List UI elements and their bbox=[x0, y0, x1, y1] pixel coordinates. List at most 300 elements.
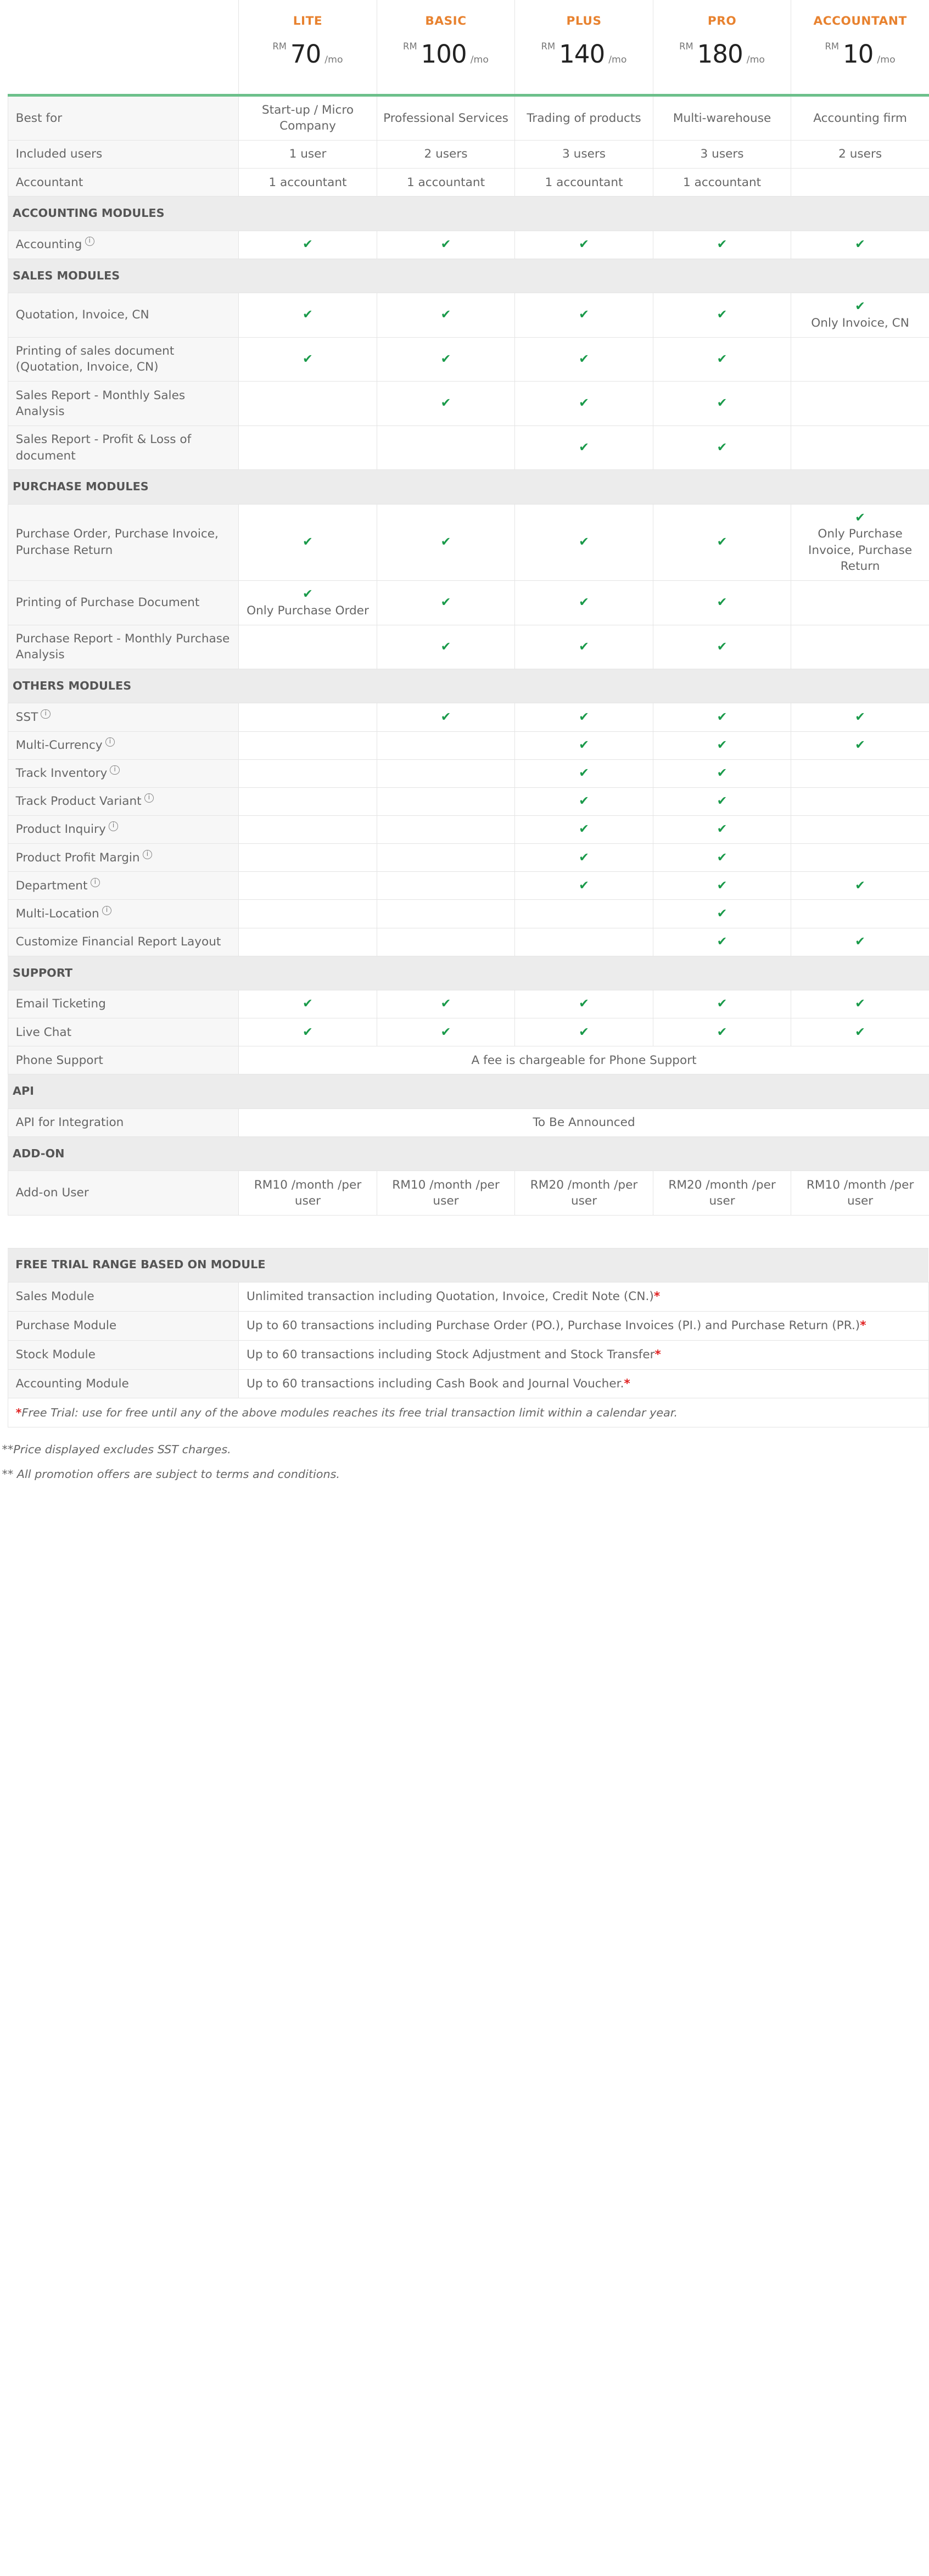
plan-header-accountant bbox=[791, 0, 929, 95]
feature-label bbox=[8, 425, 238, 470]
feature-label bbox=[8, 625, 238, 669]
check-icon: ✔ bbox=[303, 351, 313, 366]
check-icon: ✔ bbox=[579, 351, 589, 366]
section-title: PURCHASE MODULES bbox=[8, 470, 929, 504]
feature-label-text: Email Ticketing bbox=[15, 997, 106, 1011]
check-icon: ✔ bbox=[579, 595, 589, 610]
feature-value-pro bbox=[653, 844, 791, 872]
trial-footnote-text: Free Trial: use for free until any of the above modules reaches its free trial transaction limit within a calendar year. bbox=[21, 1405, 678, 1419]
feature-label bbox=[8, 169, 238, 197]
check-icon: ✔ bbox=[717, 1024, 727, 1039]
feature-row-purchase-order-purchase-invoice-purchase-return bbox=[8, 504, 929, 580]
feature-label bbox=[8, 844, 238, 872]
check-icon: ✔ bbox=[440, 307, 451, 322]
feature-span-value: A fee is chargeable for Phone Support bbox=[239, 1046, 929, 1074]
check-icon: ✔ bbox=[303, 237, 313, 252]
check-icon: ✔ bbox=[717, 766, 727, 781]
feature-label bbox=[8, 1108, 238, 1136]
feature-value-plus: 3 users bbox=[515, 141, 653, 169]
feature-value-pro bbox=[653, 787, 791, 815]
check-icon: ✔ bbox=[717, 850, 727, 865]
feature-label bbox=[8, 231, 238, 259]
check-icon: ✔ bbox=[440, 639, 451, 654]
feature-value-plus bbox=[515, 844, 653, 872]
feature-value-basic bbox=[377, 425, 515, 470]
feature-label-text: Product Inquiry bbox=[15, 822, 106, 837]
price-footnote: **Price displayed excludes SST charges. bbox=[2, 1443, 231, 1457]
feature-value-basic: 1 accountant bbox=[377, 169, 515, 197]
feature-value-accountant bbox=[791, 787, 929, 815]
feature-value-lite bbox=[239, 731, 377, 759]
check-icon: ✔ bbox=[579, 1024, 589, 1039]
feature-row-live-chat bbox=[8, 1018, 929, 1046]
plan-header-plus bbox=[515, 0, 653, 95]
feature-value-accountant bbox=[791, 759, 929, 787]
feature-label bbox=[8, 990, 238, 1018]
feature-value-basic bbox=[377, 759, 515, 787]
trial-description-text: Unlimited transaction including Quotation, Invoice, Credit Note (CN.) bbox=[247, 1289, 654, 1303]
feature-value-pro bbox=[653, 900, 791, 928]
feature-label-text: Track Product Variant bbox=[15, 794, 142, 809]
feature-value-plus bbox=[515, 703, 653, 731]
feature-label-text: Track Inventory bbox=[15, 766, 108, 781]
feature-span-value: To Be Announced bbox=[239, 1108, 929, 1136]
check-icon: ✔ bbox=[440, 996, 451, 1011]
check-icon: ✔ bbox=[303, 587, 313, 602]
feature-value-pro bbox=[653, 990, 791, 1018]
price-amount: 180 bbox=[697, 39, 743, 69]
feature-value-lite bbox=[239, 504, 377, 580]
feature-value-lite bbox=[239, 844, 377, 872]
feature-row-track-inventory bbox=[8, 759, 929, 787]
feature-label-text: Included users bbox=[15, 147, 103, 161]
feature-value-plus bbox=[515, 293, 653, 338]
check-icon: ✔ bbox=[717, 595, 727, 610]
free-trial-table bbox=[8, 1248, 929, 1428]
section-title: SUPPORT bbox=[8, 956, 929, 990]
trial-footnote bbox=[8, 1398, 928, 1427]
feature-label-text: Best for bbox=[15, 111, 63, 125]
asterisk-mark: * bbox=[654, 1347, 661, 1362]
feature-value-lite bbox=[239, 425, 377, 470]
feature-value-lite bbox=[239, 815, 377, 843]
feature-value-basic bbox=[377, 787, 515, 815]
feature-label-text: Department bbox=[15, 878, 88, 893]
feature-value-accountant bbox=[791, 900, 929, 928]
feature-row-email-ticketing bbox=[8, 990, 929, 1018]
feature-value-pro bbox=[653, 625, 791, 669]
check-icon: ✔ bbox=[717, 639, 727, 654]
info-icon[interactable]: i bbox=[105, 737, 115, 747]
check-icon: ✔ bbox=[579, 307, 589, 322]
feature-value-pro bbox=[653, 504, 791, 580]
price-amount: 10 bbox=[843, 39, 874, 69]
check-icon: ✔ bbox=[440, 709, 451, 724]
feature-row-track-product-variant bbox=[8, 787, 929, 815]
feature-label bbox=[8, 703, 238, 731]
plan-name: ACCOUNTANT bbox=[813, 14, 907, 28]
currency-label: RM bbox=[541, 41, 556, 52]
info-icon[interactable]: i bbox=[85, 237, 94, 246]
check-icon: ✔ bbox=[440, 595, 451, 610]
check-icon: ✔ bbox=[855, 996, 866, 1011]
check-icon: ✔ bbox=[717, 237, 727, 252]
check-icon: ✔ bbox=[579, 737, 589, 752]
feature-value-pro: 1 accountant bbox=[653, 169, 791, 197]
price-footnote: ** All promotion offers are subject to terms and conditions. bbox=[2, 1467, 340, 1481]
feature-value-lite bbox=[239, 382, 377, 426]
section-title: ACCOUNTING MODULES bbox=[8, 197, 929, 231]
plan-price bbox=[515, 40, 653, 69]
trial-section-row bbox=[8, 1248, 928, 1282]
feature-value-pro bbox=[653, 293, 791, 338]
check-icon: ✔ bbox=[717, 440, 727, 455]
section-row-sales-modules bbox=[8, 259, 929, 293]
trial-footnote-row bbox=[8, 1398, 928, 1427]
feature-value-basic: 2 users bbox=[377, 141, 515, 169]
check-icon: ✔ bbox=[855, 1024, 866, 1039]
feature-value-plus: 1 accountant bbox=[515, 169, 653, 197]
check-icon: ✔ bbox=[855, 878, 866, 893]
feature-value-pro bbox=[653, 815, 791, 843]
plan-name: LITE bbox=[293, 14, 323, 28]
feature-value-lite: Start-up / Micro Company bbox=[239, 95, 377, 141]
feature-value-accountant bbox=[791, 731, 929, 759]
trial-module-description bbox=[239, 1369, 929, 1398]
feature-value-accountant bbox=[791, 169, 929, 197]
feature-value-accountant bbox=[791, 1018, 929, 1046]
feature-label bbox=[8, 382, 238, 426]
trial-row-accounting-module bbox=[8, 1369, 928, 1398]
feature-value-basic bbox=[377, 928, 515, 956]
feature-value-pro bbox=[653, 703, 791, 731]
section-row-others-modules bbox=[8, 669, 929, 703]
feature-value-pro: RM20 /month /per user bbox=[653, 1171, 791, 1216]
feature-label bbox=[8, 141, 238, 169]
feature-value-accountant bbox=[791, 231, 929, 259]
feature-label-text: Sales Report - Monthly Sales Analysis bbox=[15, 388, 186, 418]
feature-label bbox=[8, 580, 238, 625]
feature-value-accountant bbox=[791, 625, 929, 669]
feature-value-plus bbox=[515, 580, 653, 625]
currency-label: RM bbox=[272, 41, 287, 52]
check-icon: ✔ bbox=[855, 737, 866, 752]
feature-label bbox=[8, 731, 238, 759]
header-corner-cell bbox=[8, 0, 238, 95]
feature-label bbox=[8, 872, 238, 900]
feature-value-basic bbox=[377, 504, 515, 580]
currency-label: RM bbox=[679, 41, 693, 52]
feature-row-api-for-integration bbox=[8, 1108, 929, 1136]
feature-note: Only Purchase Invoice, Purchase Return bbox=[808, 527, 913, 574]
feature-value-lite bbox=[239, 900, 377, 928]
info-icon[interactable]: i bbox=[102, 906, 111, 915]
feature-value-lite bbox=[239, 703, 377, 731]
price-period: /mo bbox=[324, 54, 343, 65]
feature-value-accountant: Accounting firm bbox=[791, 95, 929, 141]
check-icon: ✔ bbox=[855, 510, 866, 525]
feature-value-lite bbox=[239, 759, 377, 787]
feature-label-text: Add-on User bbox=[15, 1186, 89, 1200]
currency-label: RM bbox=[825, 41, 840, 52]
check-icon: ✔ bbox=[717, 737, 727, 752]
check-icon: ✔ bbox=[717, 794, 727, 809]
plan-price bbox=[653, 40, 791, 69]
feature-value-pro bbox=[653, 337, 791, 382]
feature-value-accountant: RM10 /month /per user bbox=[791, 1171, 929, 1216]
feature-value-pro bbox=[653, 928, 791, 956]
info-icon[interactable]: i bbox=[91, 878, 100, 887]
feature-note: Only Purchase Order bbox=[247, 603, 369, 618]
check-icon: ✔ bbox=[579, 766, 589, 781]
check-icon: ✔ bbox=[440, 237, 451, 252]
feature-row-multi-currency bbox=[8, 731, 929, 759]
feature-label-text: Product Profit Margin bbox=[15, 850, 140, 865]
section-row-support bbox=[8, 956, 929, 990]
feature-value-plus bbox=[515, 504, 653, 580]
check-icon: ✔ bbox=[579, 440, 589, 455]
feature-row-best-for bbox=[8, 95, 929, 141]
feature-value-lite bbox=[239, 787, 377, 815]
feature-row-purchase-report-monthly-purchase-analysis bbox=[8, 625, 929, 669]
check-icon: ✔ bbox=[440, 351, 451, 366]
feature-row-quotation-invoice-cn bbox=[8, 293, 929, 338]
plan-header-basic bbox=[377, 0, 515, 95]
section-title: OTHERS MODULES bbox=[8, 669, 929, 703]
feature-value-plus: Trading of products bbox=[515, 95, 653, 141]
plan-price bbox=[239, 40, 377, 69]
feature-label-text: Printing of Purchase Document bbox=[15, 596, 200, 610]
trial-module-description bbox=[239, 1311, 929, 1340]
feature-value-basic bbox=[377, 872, 515, 900]
check-icon: ✔ bbox=[303, 1024, 313, 1039]
feature-label-text: Sales Report - Profit & Loss of document bbox=[15, 433, 192, 463]
trial-module-label: Sales Module bbox=[8, 1282, 238, 1311]
plan-price bbox=[791, 40, 929, 69]
price-period: /mo bbox=[877, 54, 896, 65]
price-period: /mo bbox=[608, 54, 627, 65]
feature-label bbox=[8, 787, 238, 815]
feature-value-plus bbox=[515, 1018, 653, 1046]
feature-value-plus bbox=[515, 787, 653, 815]
feature-value-basic bbox=[377, 703, 515, 731]
check-icon: ✔ bbox=[303, 535, 313, 550]
check-icon: ✔ bbox=[579, 878, 589, 893]
feature-row-sales-report-monthly-sales-analysis bbox=[8, 382, 929, 426]
feature-row-customize-financial-report-layout bbox=[8, 928, 929, 956]
check-icon: ✔ bbox=[579, 822, 589, 837]
check-icon: ✔ bbox=[717, 307, 727, 322]
price-period: /mo bbox=[470, 54, 489, 65]
feature-label-text: Customize Financial Report Layout bbox=[15, 934, 221, 949]
feature-value-lite bbox=[239, 625, 377, 669]
feature-value-pro bbox=[653, 231, 791, 259]
feature-label-text: Phone Support bbox=[15, 1053, 103, 1067]
feature-value-pro: Multi-warehouse bbox=[653, 95, 791, 141]
plan-header-pro bbox=[653, 0, 791, 95]
feature-value-accountant bbox=[791, 990, 929, 1018]
check-icon: ✔ bbox=[579, 237, 589, 252]
feature-label bbox=[8, 815, 238, 843]
feature-value-lite: RM10 /month /per user bbox=[239, 1171, 377, 1216]
feature-label bbox=[8, 759, 238, 787]
feature-label bbox=[8, 900, 238, 928]
feature-value-basic bbox=[377, 731, 515, 759]
feature-value-lite bbox=[239, 928, 377, 956]
trial-row-purchase-module bbox=[8, 1311, 928, 1340]
check-icon: ✔ bbox=[855, 709, 866, 724]
feature-row-add-on-user bbox=[8, 1171, 929, 1216]
feature-row-sales-report-profit-loss-of-document bbox=[8, 425, 929, 470]
feature-value-plus bbox=[515, 759, 653, 787]
feature-value-accountant bbox=[791, 928, 929, 956]
feature-value-accountant bbox=[791, 293, 929, 338]
feature-value-plus bbox=[515, 425, 653, 470]
feature-row-sst bbox=[8, 703, 929, 731]
feature-value-accountant bbox=[791, 425, 929, 470]
feature-value-plus bbox=[515, 900, 653, 928]
check-icon: ✔ bbox=[717, 351, 727, 366]
asterisk-mark: * bbox=[860, 1318, 866, 1332]
feature-value-basic bbox=[377, 382, 515, 426]
check-icon: ✔ bbox=[717, 709, 727, 724]
feature-row-product-inquiry bbox=[8, 815, 929, 843]
feature-label-text: Printing of sales document (Quotation, Invoice, CN) bbox=[15, 344, 175, 374]
feature-value-basic bbox=[377, 990, 515, 1018]
plan-name: PRO bbox=[707, 14, 737, 28]
feature-value-pro bbox=[653, 382, 791, 426]
section-row-add-on bbox=[8, 1136, 929, 1171]
info-icon[interactable]: i bbox=[110, 765, 119, 775]
check-icon: ✔ bbox=[855, 934, 866, 949]
trial-module-description bbox=[239, 1282, 929, 1311]
check-icon: ✔ bbox=[855, 299, 866, 314]
asterisk-mark: * bbox=[624, 1376, 630, 1391]
feature-value-basic bbox=[377, 844, 515, 872]
feature-value-plus bbox=[515, 928, 653, 956]
feature-value-pro bbox=[653, 425, 791, 470]
trial-description-text: Up to 60 transactions including Purchase Order (PO.), Purchase Invoices (PI.) and Purchase Return (PR.) bbox=[247, 1318, 860, 1332]
trial-row-stock-module bbox=[8, 1340, 928, 1369]
plan-name: BASIC bbox=[425, 14, 467, 28]
feature-row-phone-support bbox=[8, 1046, 929, 1074]
check-icon: ✔ bbox=[440, 1024, 451, 1039]
feature-label-text: Multi-Currency bbox=[15, 738, 103, 752]
feature-value-pro bbox=[653, 1018, 791, 1046]
pricing-body bbox=[8, 95, 929, 1215]
feature-row-multi-location bbox=[8, 900, 929, 928]
feature-value-pro bbox=[653, 759, 791, 787]
check-icon: ✔ bbox=[855, 237, 866, 252]
price-amount: 70 bbox=[290, 39, 321, 69]
feature-label-text: Multi-Location bbox=[15, 906, 99, 921]
feature-value-plus bbox=[515, 872, 653, 900]
feature-value-lite: 1 accountant bbox=[239, 169, 377, 197]
feature-label-text: Accountant bbox=[15, 175, 83, 189]
asterisk-mark: * bbox=[15, 1405, 22, 1419]
trial-module-label: Purchase Module bbox=[8, 1311, 238, 1340]
section-title: SALES MODULES bbox=[8, 259, 929, 293]
check-icon: ✔ bbox=[717, 878, 727, 893]
plan-header-row bbox=[8, 0, 929, 95]
check-icon: ✔ bbox=[579, 396, 589, 411]
pricing-comparison-table bbox=[8, 0, 929, 1216]
feature-value-plus bbox=[515, 990, 653, 1018]
feature-label-text: Accounting bbox=[15, 238, 82, 252]
feature-value-basic bbox=[377, 293, 515, 338]
feature-value-basic bbox=[377, 815, 515, 843]
trial-module-label: Stock Module bbox=[8, 1340, 238, 1369]
check-icon: ✔ bbox=[440, 396, 451, 411]
trial-title: FREE TRIAL RANGE BASED ON MODULE bbox=[8, 1248, 928, 1282]
feature-label-text: Purchase Order, Purchase Invoice, Purchase Return bbox=[15, 527, 219, 557]
price-period: /mo bbox=[746, 54, 765, 65]
info-icon[interactable]: i bbox=[143, 850, 152, 859]
feature-label bbox=[8, 1171, 238, 1216]
info-icon[interactable]: i bbox=[109, 821, 118, 831]
feature-label bbox=[8, 1018, 238, 1046]
feature-value-lite bbox=[239, 293, 377, 338]
feature-value-basic bbox=[377, 580, 515, 625]
check-icon: ✔ bbox=[579, 709, 589, 724]
feature-value-basic: RM10 /month /per user bbox=[377, 1171, 515, 1216]
feature-value-lite bbox=[239, 990, 377, 1018]
feature-value-plus bbox=[515, 231, 653, 259]
feature-value-accountant bbox=[791, 382, 929, 426]
price-amount: 100 bbox=[421, 39, 467, 69]
feature-row-accountant bbox=[8, 169, 929, 197]
feature-label-text: API for Integration bbox=[15, 1116, 124, 1130]
trial-description-text: Up to 60 transactions including Stock Adjustment and Stock Transfer bbox=[247, 1347, 655, 1362]
check-icon: ✔ bbox=[579, 850, 589, 865]
info-icon[interactable]: i bbox=[144, 793, 154, 803]
feature-label bbox=[8, 504, 238, 580]
feature-value-plus bbox=[515, 731, 653, 759]
feature-label bbox=[8, 293, 238, 338]
check-icon: ✔ bbox=[303, 307, 313, 322]
feature-value-basic bbox=[377, 1018, 515, 1046]
trial-module-label: Accounting Module bbox=[8, 1369, 238, 1398]
check-icon: ✔ bbox=[579, 794, 589, 809]
feature-value-basic: Professional Services bbox=[377, 95, 515, 141]
plan-name: PLUS bbox=[566, 14, 602, 28]
check-icon: ✔ bbox=[579, 996, 589, 1011]
feature-value-accountant bbox=[791, 844, 929, 872]
check-icon: ✔ bbox=[717, 822, 727, 837]
feature-value-pro bbox=[653, 580, 791, 625]
check-icon: ✔ bbox=[440, 535, 451, 550]
section-row-purchase-modules bbox=[8, 470, 929, 504]
feature-value-lite bbox=[239, 337, 377, 382]
feature-value-basic bbox=[377, 900, 515, 928]
info-icon[interactable]: i bbox=[41, 709, 50, 719]
feature-row-included-users bbox=[8, 141, 929, 169]
check-icon: ✔ bbox=[579, 639, 589, 654]
check-icon: ✔ bbox=[717, 934, 727, 949]
asterisk-mark: * bbox=[653, 1289, 661, 1303]
trial-row-sales-module bbox=[8, 1282, 928, 1311]
currency-label: RM bbox=[403, 41, 417, 52]
feature-label-text: Live Chat bbox=[15, 1025, 72, 1039]
feature-value-basic bbox=[377, 337, 515, 382]
feature-row-product-profit-margin bbox=[8, 844, 929, 872]
check-icon: ✔ bbox=[717, 535, 727, 550]
feature-label bbox=[8, 928, 238, 956]
feature-value-accountant bbox=[791, 580, 929, 625]
feature-value-plus bbox=[515, 382, 653, 426]
plan-price bbox=[377, 40, 515, 69]
feature-value-basic bbox=[377, 625, 515, 669]
